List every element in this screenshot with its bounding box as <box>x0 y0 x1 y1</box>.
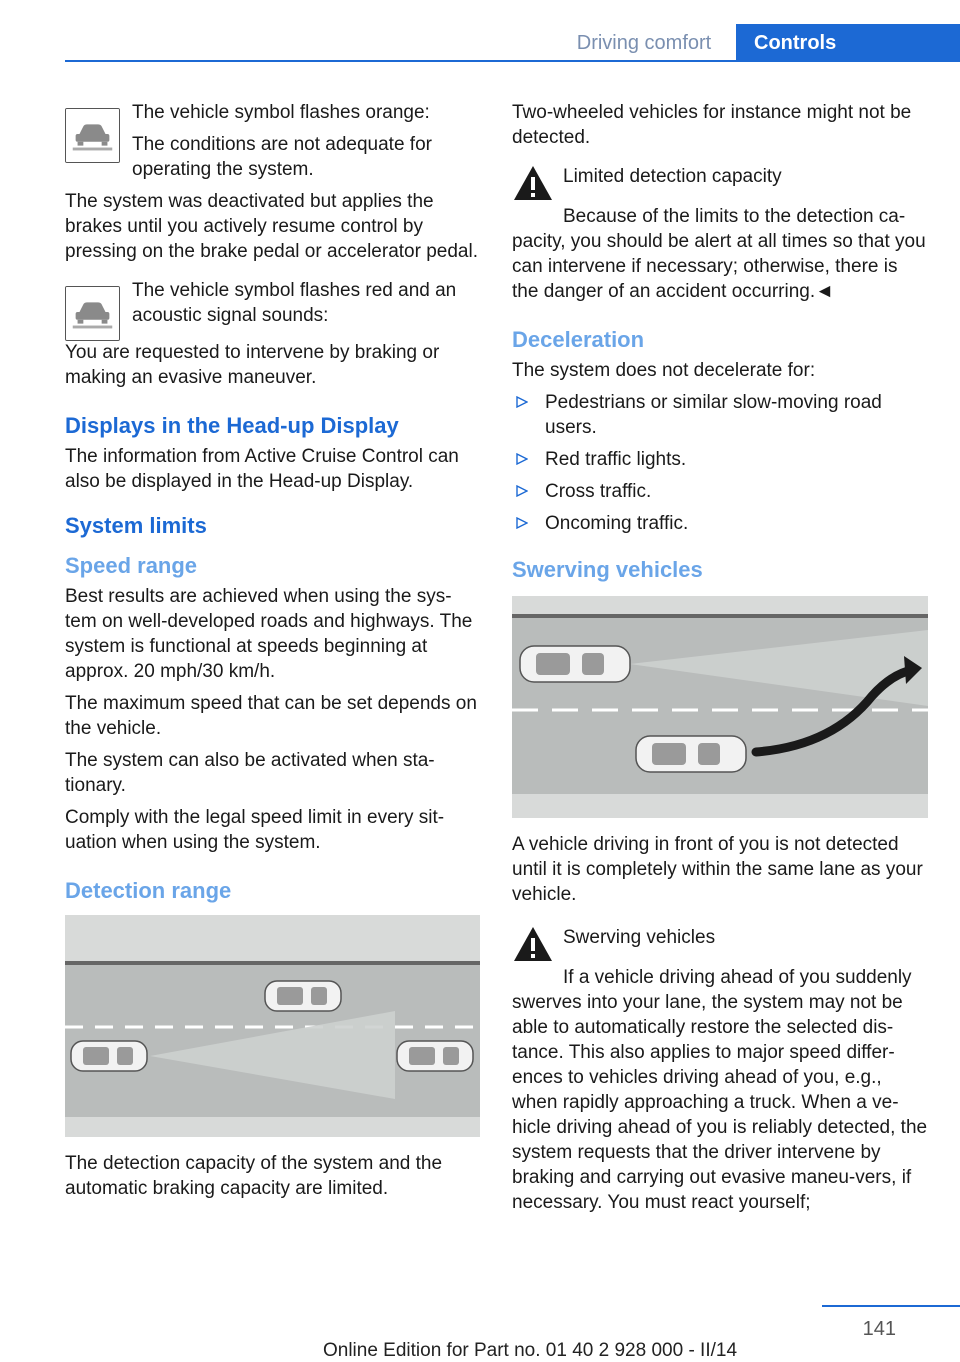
section-tab: Driving comfort <box>576 32 712 54</box>
car-icon <box>265 981 341 1011</box>
speed-paragraph-4: Comply with the legal speed limit in every sit-uation when using the system. <box>65 807 445 853</box>
list-item: Oncoming traffic. <box>512 511 928 536</box>
icon-block-text: You are requested to intervene by braking or making an evasive maneuver. <box>65 342 440 388</box>
heading-detection-range: Detection range <box>65 878 232 903</box>
vehicle-symbol-icon <box>65 108 120 163</box>
page-header <box>0 24 960 62</box>
warning-block-swerving <box>512 925 928 965</box>
list-item: Cross traffic. <box>512 479 928 504</box>
warning-triangle-icon <box>512 925 554 963</box>
two-wheeled-paragraph: Two-wheeled vehicles for instance might not be detected. <box>512 102 912 148</box>
chapter-tab: Controls <box>736 24 960 62</box>
list-item: Pedestrians or similar slow-moving road users. <box>512 390 928 440</box>
warning-text: If a vehicle driving ahead of you suddenly swerves into your lane, the system may not be able to automatically restore the selected dis-tance. This also applies to major speed differ-ences to vehicles driving ahead of you, e.g., when rapidly approaching a truck. When a ve-hicle driving ahead of you is reliably detected, the system requests that the driver intervene by braking and carrying out evasive maneu-vers, if necessary. You must react yourself; <box>512 967 928 1213</box>
triangle-bullet-icon <box>516 485 528 497</box>
warning-block-detection <box>512 164 928 204</box>
heading-swerving-vehicles: Swerving vehicles <box>512 557 703 582</box>
detection-paragraph: The detection capacity of the system and the automatic braking capacity are limited. <box>65 1153 443 1199</box>
deactivated-paragraph: The system was deactivated but applies the brakes until you actively resume control by pressing on the brake pedal or accelerator pedal. <box>65 191 478 262</box>
icon-block-title: The vehicle symbol flashes orange: <box>132 102 430 123</box>
car-icon <box>520 646 630 682</box>
warning-triangle-icon <box>512 164 554 202</box>
warning-title: Swerving vehicles <box>563 927 716 948</box>
detection-range-illustration <box>65 915 480 1137</box>
deceleration-list <box>512 390 928 536</box>
heading-speed-range: Speed range <box>65 553 198 578</box>
hud-paragraph: The information from Active Cruise Control can also be displayed in the Head-up Display. <box>65 446 459 492</box>
heading-system-limits: System limits <box>65 513 207 538</box>
heading-hud: Displays in the Head-up Display <box>65 413 399 438</box>
detection-range-figure <box>65 915 480 1137</box>
car-icon <box>636 736 746 772</box>
vehicle-symbol-icon <box>65 286 120 341</box>
deceleration-intro: The system does not decelerate for: <box>512 360 816 381</box>
swerving-vehicles-illustration <box>512 596 928 818</box>
speed-paragraph-2: The maximum speed that can be set depends on the vehicle. <box>65 693 477 739</box>
header-rule <box>65 60 960 62</box>
triangle-bullet-icon <box>516 453 528 465</box>
car-icon <box>71 1041 147 1071</box>
speed-paragraph-3: The system can also be activated when sta-tionary. <box>65 750 435 796</box>
right-column <box>512 100 928 1222</box>
left-column <box>65 100 480 1208</box>
warning-text: Because of the limits to the detection ca-pacity, you should be alert at all times so that you can intervene if necessary; otherwise, there is the danger of an accident occurring.◄ <box>512 206 926 302</box>
list-item: Red traffic lights. <box>512 447 928 472</box>
icon-block-title: The vehicle symbol flashes red and an acoustic signal sounds: <box>132 280 457 326</box>
warning-title: Limited detection capacity <box>563 166 782 187</box>
speed-paragraph-1: Best results are achieved when using the sys-tem on well-developed roads and highways. The system is functional at speeds beginning at approx. 20 mph/30 km/h. <box>65 586 473 682</box>
footer-rule <box>822 1305 960 1307</box>
icon-block-text: The conditions are not adequate for operating the system. <box>132 134 432 180</box>
page-number: 141 <box>862 1318 896 1340</box>
vehicle-symbol-orange-block <box>65 100 480 182</box>
swerving-vehicles-figure <box>512 596 928 818</box>
triangle-bullet-icon <box>516 517 528 529</box>
vehicle-symbol-red-block <box>65 278 480 342</box>
swerving-paragraph: A vehicle driving in front of you is not detected until it is completely within the same lane as your vehicle. <box>512 834 923 905</box>
car-icon <box>397 1041 473 1071</box>
triangle-bullet-icon <box>516 396 528 408</box>
heading-deceleration: Deceleration <box>512 327 645 352</box>
edition-footer: Online Edition for Part no. 01 40 2 928 000 - II/14 <box>322 1340 738 1361</box>
